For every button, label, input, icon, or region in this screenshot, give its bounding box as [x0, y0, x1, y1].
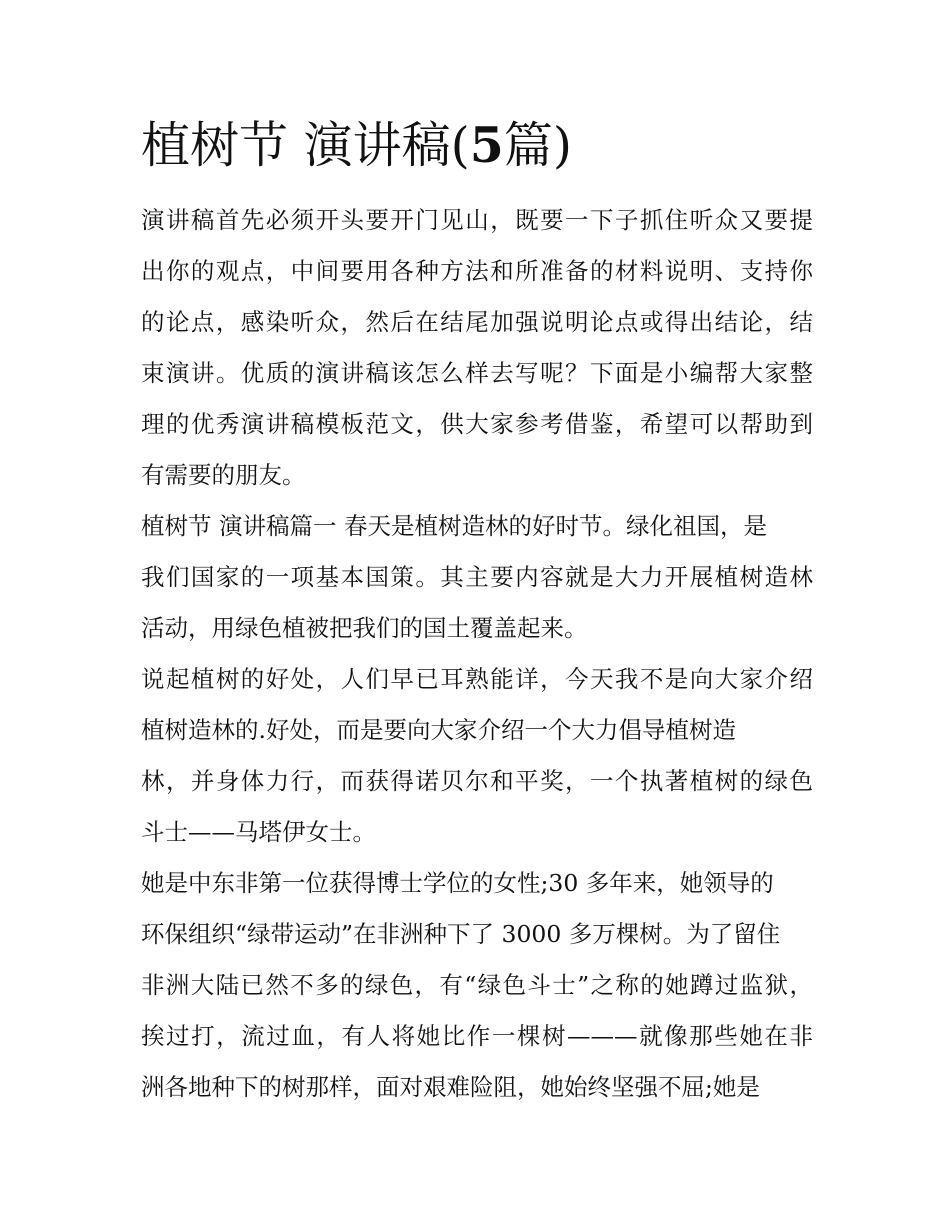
text-line: 有需要的朋友。: [141, 461, 306, 489]
text-line: 非洲大陆已然不多的绿色，有“绿色斗士”之称的她蹲过监狱，: [141, 971, 813, 999]
text-line: 活动，用绿色植被把我们的国土覆盖起来。: [141, 614, 588, 642]
document-title: [141, 108, 813, 183]
text-line: 环保组织“绿带运动”在非洲种下了 3000 多万棵树。为了留住: [141, 920, 781, 948]
text-line: 挨过打，流过血，有人将她比作一棵树———就像那些她在非: [141, 1022, 813, 1050]
text-line: 林，并身体力行，而获得诺贝尔和平奖，一个执著植树的绿色: [141, 767, 813, 795]
document-content: [141, 108, 813, 1113]
title-prefix: 植树节 演讲稿(: [141, 117, 470, 174]
text-line: 理的优秀演讲稿模板范文，供大家参考借鉴，希望可以帮助到: [141, 410, 813, 438]
text-line: 演讲稿首先必须开头要开门见山，既要一下子抓住听众又要提: [141, 206, 813, 234]
text-line: 植树节 演讲稿篇一 春天是植树造林的好时节。绿化祖国，是: [141, 512, 767, 540]
document-body: [141, 195, 813, 1113]
text-line: 说起植树的好处，人们早已耳熟能详，今天我不是向大家介绍: [141, 665, 813, 693]
text-line: 斗士——马塔伊女士。: [141, 818, 376, 846]
text-line: 出你的观点，中间要用各种方法和所准备的材料说明、支持你: [141, 257, 813, 285]
text-line: 的论点，感染听众，然后在结尾加强说明论点或得出结论，结: [141, 308, 813, 336]
text-line: 她是中东非第一位获得博士学位的女性;30 多年来，她领导的: [141, 869, 774, 897]
text-line: 我们国家的一项基本国策。其主要内容就是大力开展植树造林: [141, 563, 813, 591]
text-line: 植树造林的.好处，而是要向大家介绍一个大力倡导植树造: [141, 716, 736, 744]
title-number: 5: [469, 116, 504, 174]
text-line: 束演讲。优质的演讲稿该怎么样去写呢？下面是小编帮大家整: [141, 359, 813, 387]
title-suffix: 篇): [503, 117, 572, 174]
text-line: 洲各地种下的树那样，面对艰难险阻，她始终坚强不屈;她是: [141, 1073, 760, 1101]
